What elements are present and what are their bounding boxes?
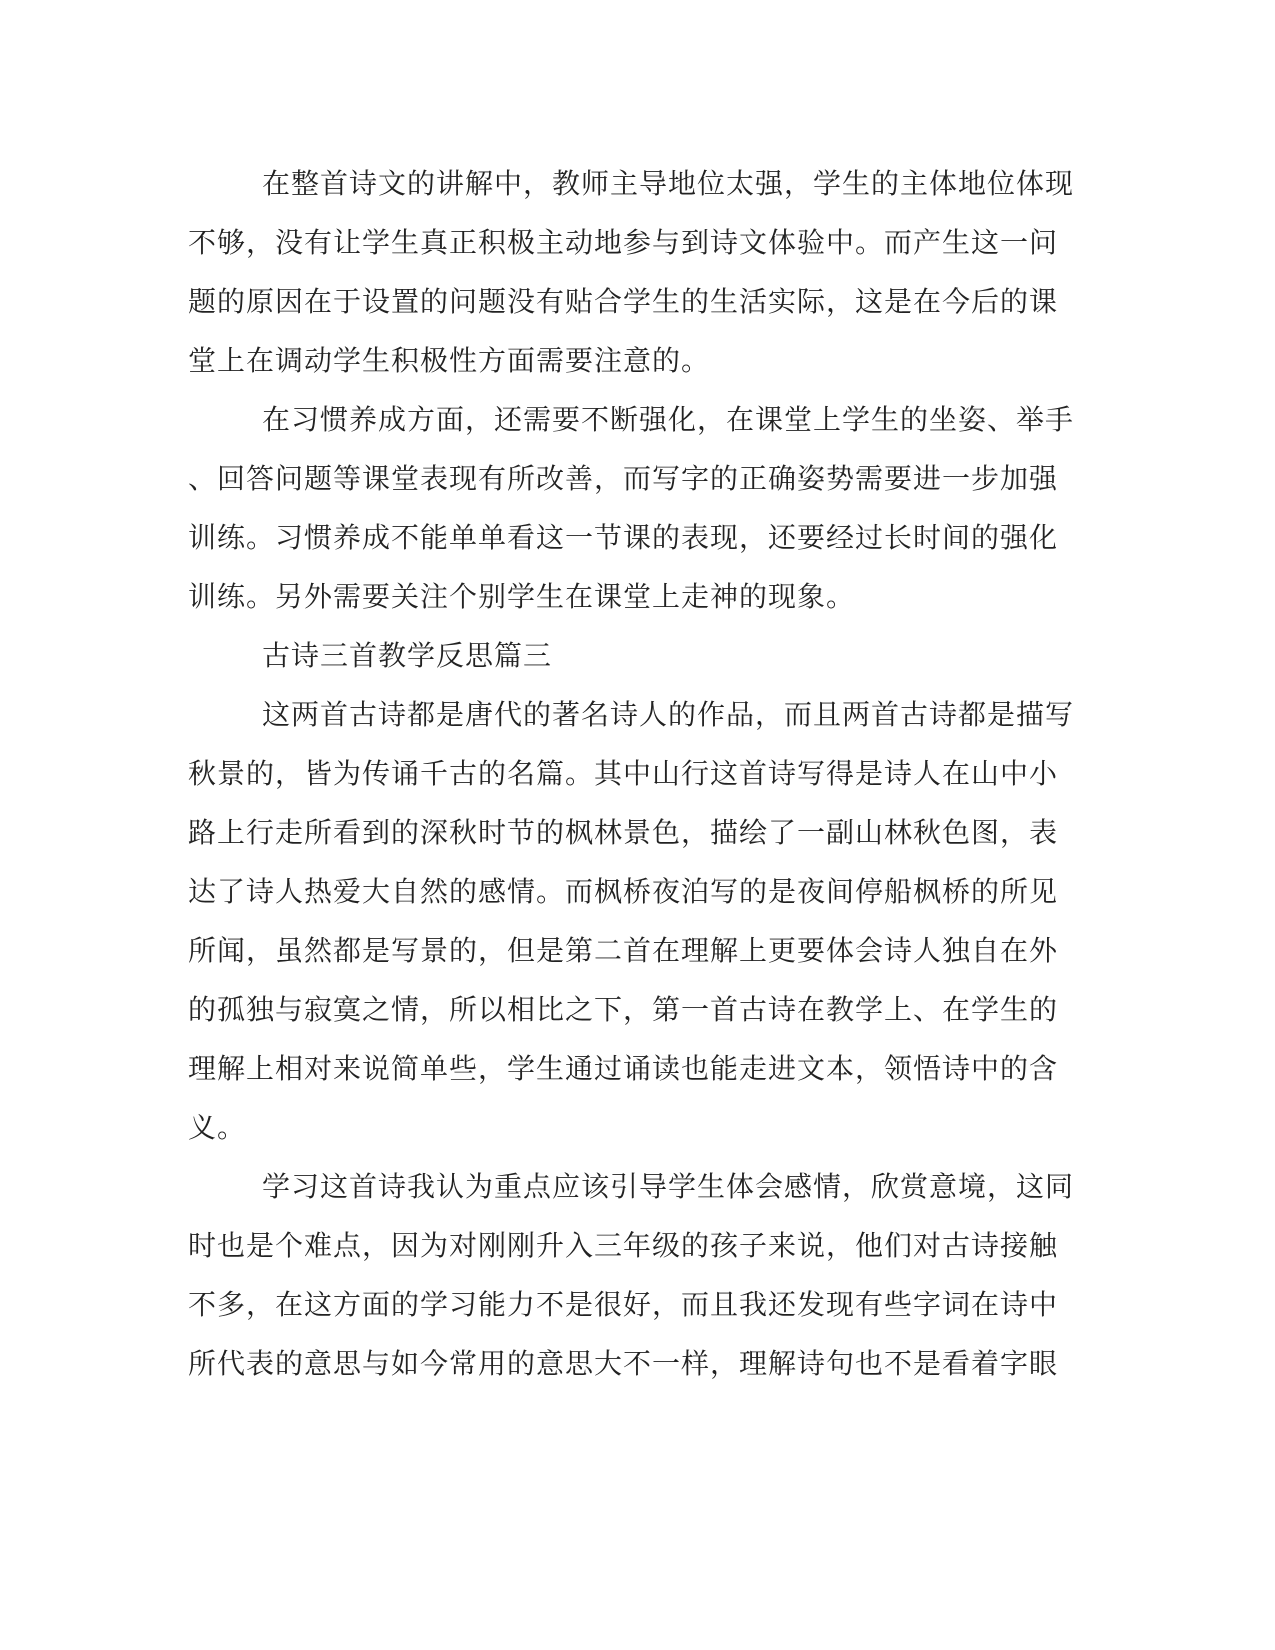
paragraph-4-line-4: 所代表的意思与如今常用的意思大不一样，理解诗句也不是看着字眼	[188, 1347, 1059, 1380]
paragraph-2-line-2: 、回答问题等课堂表现有所改善，而写字的正确姿势需要进一步加强	[188, 462, 1059, 495]
paragraph-3-line-4: 达了诗人热爱大自然的感情。而枫桥夜泊写的是夜间停船枫桥的所见	[188, 875, 1059, 908]
paragraph-4-line-2: 时也是个难点，因为对刚刚升入三年级的孩子来说，他们对古诗接触	[188, 1229, 1059, 1262]
paragraph-4-line-1: 学习这首诗我认为重点应该引导学生体会感情，欣赏意境，这同	[262, 1170, 1075, 1203]
paragraph-1-line-1: 在整首诗文的讲解中，教师主导地位太强，学生的主体地位体现	[262, 167, 1075, 200]
paragraph-1-line-4: 堂上在调动学生积极性方面需要注意的。	[188, 344, 711, 377]
paragraph-3-line-5: 所闻，虽然都是写景的，但是第二首在理解上更要体会诗人独自在外	[188, 934, 1059, 967]
paragraph-3-line-3: 路上行走所看到的深秋时节的枫林景色，描绘了一副山林秋色图，表	[188, 816, 1059, 849]
paragraph-3-line-7: 理解上相对来说简单些，学生通过诵读也能走进文本，领悟诗中的含	[188, 1052, 1059, 1085]
paragraph-3-line-6: 的孤独与寂寞之情，所以相比之下，第一首古诗在教学上、在学生的	[188, 993, 1059, 1026]
paragraph-3-line-8: 义。	[188, 1111, 247, 1144]
paragraph-1-line-3: 题的原因在于设置的问题没有贴合学生的生活实际，这是在今后的课	[188, 285, 1059, 318]
paragraph-3-line-2: 秋景的，皆为传诵千古的名篇。其中山行这首诗写得是诗人在山中小	[188, 757, 1059, 790]
paragraph-2-line-3: 训练。习惯养成不能单单看这一节课的表现，还要经过长时间的强化	[188, 521, 1059, 554]
section-heading: 古诗三首教学反思篇三	[262, 639, 553, 672]
paragraph-4-line-3: 不多，在这方面的学习能力不是很好，而且我还发现有些字词在诗中	[188, 1288, 1059, 1321]
paragraph-2-line-1: 在习惯养成方面，还需要不断强化，在课堂上学生的坐姿、举手	[262, 403, 1075, 436]
paragraph-2-line-4: 训练。另外需要关注个别学生在课堂上走神的现象。	[188, 580, 856, 613]
paragraph-1-line-2: 不够，没有让学生真正积极主动地参与到诗文体验中。而产生这一问	[188, 226, 1059, 259]
paragraph-3-line-1: 这两首古诗都是唐代的著名诗人的作品，而且两首古诗都是描写	[262, 698, 1075, 731]
